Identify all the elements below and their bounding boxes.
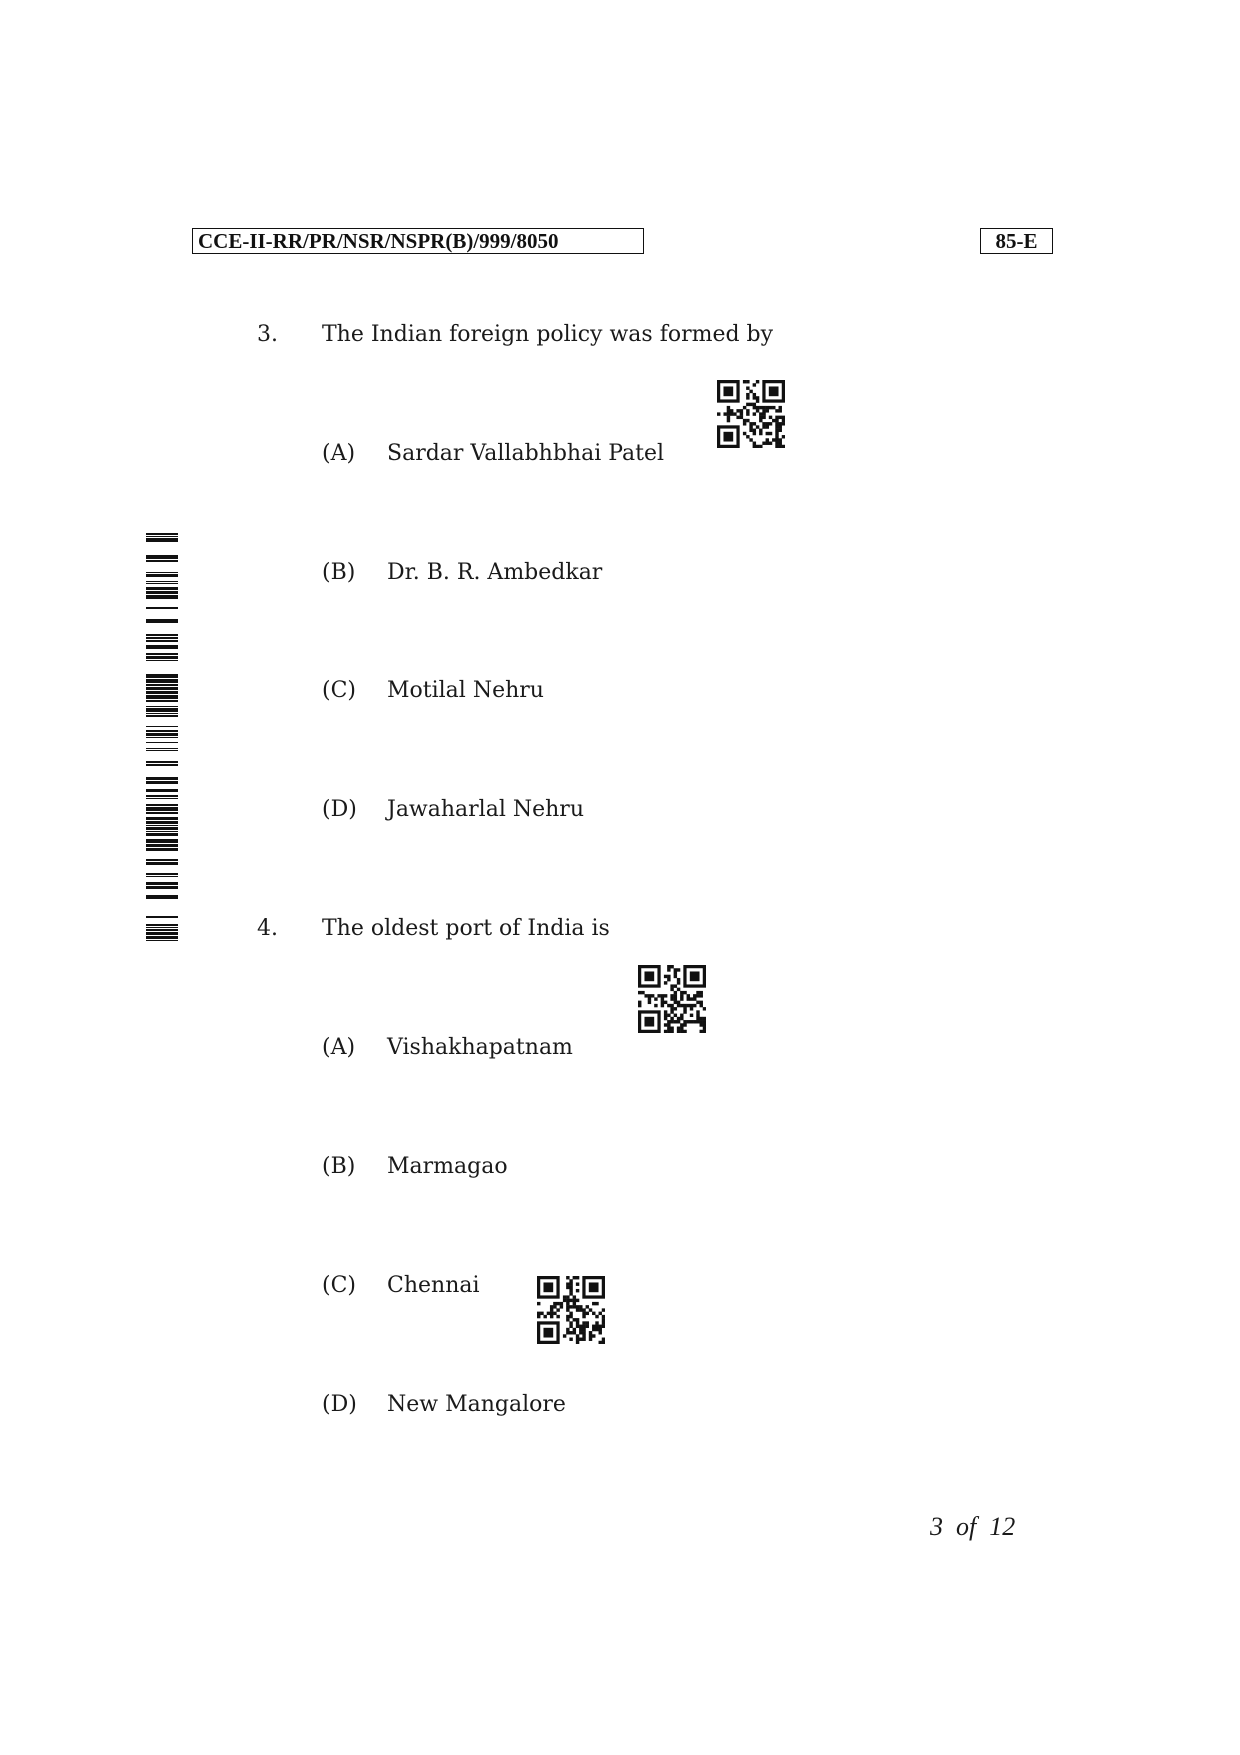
question-number: 3.: [257, 322, 278, 347]
option-text: Chennai: [387, 1273, 480, 1298]
option-text: Dr. B. R. Ambedkar: [387, 560, 603, 585]
option-text: Jawaharlal Nehru: [387, 797, 584, 822]
question-text: The Indian foreign policy was formed by: [322, 322, 774, 347]
option-letter: (C): [322, 678, 356, 703]
qr-code-icon: [638, 965, 706, 1033]
qr-code-icon: [717, 380, 785, 448]
option-text: Marmagao: [387, 1154, 508, 1179]
qr-code-icon: [537, 1276, 605, 1344]
question-text: The oldest port of India is: [322, 916, 610, 941]
option-letter: (B): [322, 1154, 356, 1179]
option-letter: (C): [322, 1273, 356, 1298]
option-letter: (A): [322, 441, 356, 466]
option-text: New Mangalore: [387, 1392, 566, 1417]
question-number: 4.: [257, 916, 278, 941]
option-letter: (D): [322, 1392, 357, 1417]
option-text: Sardar Vallabhbhai Patel: [387, 441, 665, 466]
option-letter: (A): [322, 1035, 356, 1060]
paper-id-box: 85-E: [980, 228, 1053, 254]
barcode-icon: [146, 533, 178, 941]
option-letter: (B): [322, 560, 356, 585]
exam-code-box: CCE-II-RR/PR/NSR/NSPR(B)/999/8050: [192, 228, 644, 254]
option-text: Vishakhapatnam: [387, 1035, 573, 1060]
option-text: Motilal Nehru: [387, 678, 544, 703]
page-number: 3 of 12: [930, 1512, 1016, 1541]
option-letter: (D): [322, 797, 357, 822]
